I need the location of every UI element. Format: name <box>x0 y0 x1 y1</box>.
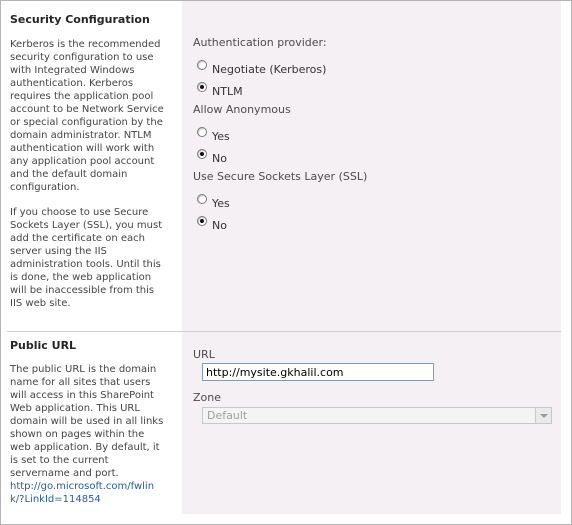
radio-anonymous-no-label[interactable]: No <box>212 151 227 165</box>
radio-ssl-no-button[interactable] <box>197 216 207 226</box>
public-url-section <box>1 332 571 524</box>
kerberos-description: Kerberos is the recommended security configuration to use with Integrated Windows authentication. Kerberos requires the application pool account to be Network Service or special configuration by the domain administrator. NTLM authentication will work with any application pool account and the default domain configuration. <box>10 39 164 193</box>
radio-anonymous-yes-button[interactable] <box>197 127 207 137</box>
public-url-description: The public URL is the domain name for all sites that users will access in this SharePoint Web application. This URL domain will be used in all links shown on pages within the web application. By default, it is set to the current servername and port. <box>10 364 164 479</box>
radio-anonymous-no-button[interactable] <box>197 149 207 159</box>
url-label: URL <box>193 348 215 361</box>
fwlink-link[interactable]: http://go.microsoft.com/fwlink/?LinkId=114854 <box>10 481 155 505</box>
use-ssl-label: Use Secure Sockets Layer (SSL) <box>193 170 368 183</box>
radio-anonymous-yes[interactable] <box>197 125 230 143</box>
radio-anonymous-yes-label[interactable]: Yes <box>212 129 230 143</box>
public-url-section-title: Public URL <box>10 339 77 352</box>
radio-ssl-no[interactable] <box>197 214 227 232</box>
allow-anonymous-label: Allow Anonymous <box>193 103 291 116</box>
radio-ntlm[interactable] <box>197 80 243 98</box>
zone-select-value: Default <box>207 409 248 422</box>
radio-ssl-no-label[interactable]: No <box>212 218 227 232</box>
radio-ntlm-button[interactable] <box>197 82 207 92</box>
radio-negotiate-kerberos[interactable] <box>197 58 327 76</box>
zone-label: Zone <box>193 391 222 404</box>
security-controls-column <box>182 1 561 331</box>
security-section-title: Security Configuration <box>10 13 150 26</box>
url-input[interactable] <box>202 363 434 381</box>
chevron-down-icon <box>540 414 548 418</box>
zone-dropdown-button[interactable] <box>535 408 551 423</box>
security-description <box>10 38 168 322</box>
radio-ntlm-label[interactable]: NTLM <box>212 84 243 98</box>
radio-ssl-yes-button[interactable] <box>197 194 207 204</box>
radio-ssl-yes-label[interactable]: Yes <box>212 196 230 210</box>
security-configuration-section <box>1 1 571 331</box>
radio-negotiate-kerberos-button[interactable] <box>197 60 207 70</box>
auth-provider-label: Authentication provider: <box>193 36 327 49</box>
zone-select[interactable] <box>202 407 552 424</box>
radio-negotiate-kerberos-label[interactable]: Negotiate (Kerberos) <box>212 62 327 76</box>
public-url-description-block <box>10 363 168 506</box>
radio-ssl-yes[interactable] <box>197 192 230 210</box>
radio-anonymous-no[interactable] <box>197 147 227 165</box>
ssl-description: If you choose to use Secure Sockets Layer (SSL), you must add the certificate on each server using the IIS administration tools. Until this is done, the web application will be inaccessible from this IIS web site. <box>10 207 163 309</box>
